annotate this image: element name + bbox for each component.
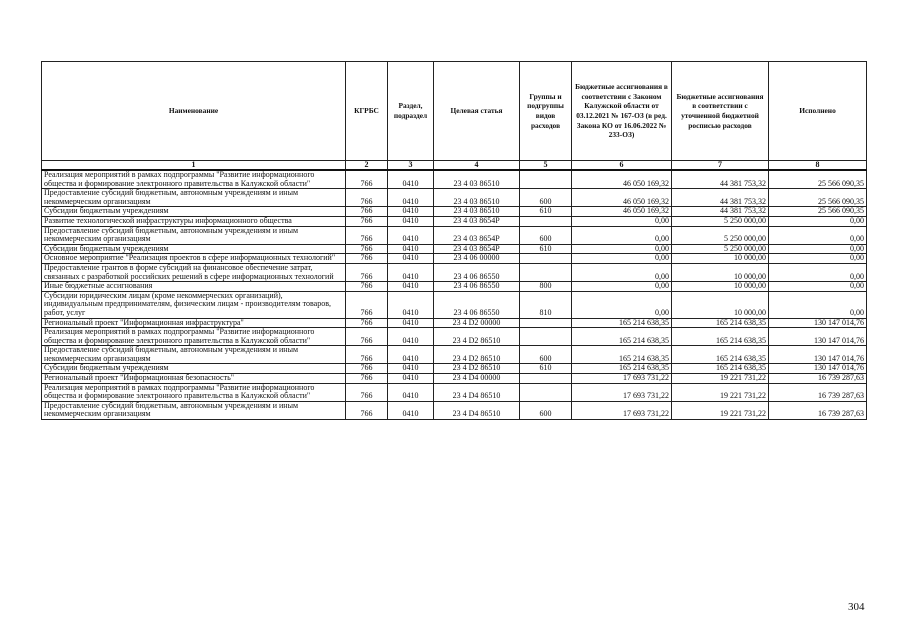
table-row [42, 383, 867, 401]
row-name: Развитие технологической инфраструктуры информационного общества [42, 216, 346, 226]
row-refined-amount: 165 214 638,35 [672, 346, 769, 364]
row-refined-amount: 165 214 638,35 [672, 318, 769, 328]
row-law-amount: 0,00 [572, 282, 672, 292]
column-number: 7 [672, 161, 769, 171]
row-kgrbs: 766 [346, 291, 388, 318]
row-executed-amount: 0,00 [769, 291, 867, 318]
row-law-amount: 17 693 731,22 [572, 383, 672, 401]
row-law-amount: 165 214 638,35 [572, 318, 672, 328]
row-article: 23 4 06 86550 [434, 282, 520, 292]
row-name: Предоставление субсидий бюджетным, автономным учреждениям и иным некоммерческим организациям [42, 226, 346, 244]
header-row [42, 62, 867, 161]
row-executed-amount: 0,00 [769, 216, 867, 226]
row-law-amount: 0,00 [572, 244, 672, 254]
row-refined-amount: 165 214 638,35 [672, 328, 769, 346]
row-executed-amount: 0,00 [769, 282, 867, 292]
row-group [520, 254, 572, 264]
row-kgrbs: 766 [346, 189, 388, 207]
row-law-amount: 17 693 731,22 [572, 401, 672, 419]
row-article: 23 4 03 8654P [434, 226, 520, 244]
row-refined-amount: 10 000,00 [672, 282, 769, 292]
header-refined: Бюджетные ассигнования в соответствии с уточненной бюджетной росписью расходов [672, 62, 769, 161]
row-kgrbs: 766 [346, 226, 388, 244]
row-article: 23 4 D2 86510 [434, 328, 520, 346]
row-group [520, 263, 572, 281]
header-executed: Исполнено [769, 62, 867, 161]
row-law-amount: 17 693 731,22 [572, 374, 672, 384]
row-law-amount: 46 050 169,32 [572, 189, 672, 207]
row-kgrbs: 766 [346, 254, 388, 264]
row-refined-amount: 10 000,00 [672, 263, 769, 281]
row-executed-amount: 130 147 014,76 [769, 346, 867, 364]
row-law-amount: 46 050 169,32 [572, 207, 672, 217]
row-group [520, 170, 572, 189]
row-article: 23 4 06 86550 [434, 263, 520, 281]
row-refined-amount: 5 250 000,00 [672, 216, 769, 226]
row-group: 600 [520, 189, 572, 207]
row-group: 800 [520, 282, 572, 292]
row-group: 610 [520, 244, 572, 254]
row-executed-amount: 0,00 [769, 254, 867, 264]
table-row [42, 189, 867, 207]
row-kgrbs: 766 [346, 216, 388, 226]
column-number-row [42, 161, 867, 171]
row-article: 23 4 03 86510 [434, 207, 520, 217]
row-razdel: 0410 [388, 226, 434, 244]
row-kgrbs: 766 [346, 401, 388, 419]
header-kgrbs: КГРБС [346, 62, 388, 161]
table-row [42, 226, 867, 244]
row-article: 23 4 D4 00000 [434, 374, 520, 384]
table-row [42, 244, 867, 254]
table-row [42, 170, 867, 189]
table-row [42, 401, 867, 419]
row-name: Субсидии юридическим лицам (кроме некоммерческих организаций), индивидуальным предпринимателям, физическим лицам - производителям товаров, работ, услуг [42, 291, 346, 318]
row-law-amount: 0,00 [572, 254, 672, 264]
row-name: Основное мероприятие "Реализация проектов в сфере информационных технологий" [42, 254, 346, 264]
row-razdel: 0410 [388, 374, 434, 384]
row-article: 23 4 D2 86510 [434, 364, 520, 374]
row-group: 610 [520, 207, 572, 217]
row-kgrbs: 766 [346, 346, 388, 364]
row-razdel: 0410 [388, 216, 434, 226]
column-number: 2 [346, 161, 388, 171]
row-group: 610 [520, 364, 572, 374]
row-law-amount: 165 214 638,35 [572, 364, 672, 374]
row-name: Реализация мероприятий в рамках подпрограммы "Развитие информационного общества и формирование электронного правительства в Калужской области" [42, 170, 346, 189]
row-razdel: 0410 [388, 401, 434, 419]
table-row [42, 364, 867, 374]
row-name: Предоставление субсидий бюджетным, автономным учреждениям и иным некоммерческим организациям [42, 401, 346, 419]
table-row [42, 346, 867, 364]
row-refined-amount: 5 250 000,00 [672, 226, 769, 244]
row-executed-amount: 16 739 287,63 [769, 383, 867, 401]
table-row [42, 318, 867, 328]
row-executed-amount: 25 566 090,35 [769, 170, 867, 189]
row-name: Реализация мероприятий в рамках подпрограммы "Развитие информационного общества и формирование электронного правительства в Калужской области" [42, 328, 346, 346]
row-article: 23 4 D4 86510 [434, 401, 520, 419]
row-razdel: 0410 [388, 254, 434, 264]
row-refined-amount: 19 221 731,22 [672, 401, 769, 419]
row-razdel: 0410 [388, 207, 434, 217]
header-razdel: Раздел, подраздел [388, 62, 434, 161]
table-row [42, 263, 867, 281]
row-article: 23 4 06 86550 [434, 291, 520, 318]
row-kgrbs: 766 [346, 170, 388, 189]
row-refined-amount: 44 381 753,32 [672, 189, 769, 207]
row-kgrbs: 766 [346, 374, 388, 384]
row-article: 23 4 03 8654P [434, 216, 520, 226]
row-refined-amount: 5 250 000,00 [672, 244, 769, 254]
row-group [520, 328, 572, 346]
header-group: Группы и подгруппы видов расходов [520, 62, 572, 161]
row-razdel: 0410 [388, 170, 434, 189]
row-razdel: 0410 [388, 189, 434, 207]
row-razdel: 0410 [388, 318, 434, 328]
row-group: 810 [520, 291, 572, 318]
row-law-amount: 46 050 169,32 [572, 170, 672, 189]
row-group [520, 216, 572, 226]
row-razdel: 0410 [388, 291, 434, 318]
row-group: 600 [520, 346, 572, 364]
row-razdel: 0410 [388, 383, 434, 401]
header-law: Бюджетные ассигнования в соответствии с Законом Калужской области от 03.12.2021 № 167-ОЗ (в ред. Закона КО от 16.06.2022 № 233-ОЗ) [572, 62, 672, 161]
row-group [520, 383, 572, 401]
row-refined-amount: 165 214 638,35 [672, 364, 769, 374]
row-article: 23 4 03 8654P [434, 244, 520, 254]
row-name: Региональный проект "Информационная инфраструктура" [42, 318, 346, 328]
row-kgrbs: 766 [346, 244, 388, 254]
row-executed-amount: 0,00 [769, 226, 867, 244]
row-name: Субсидии бюджетным учреждениям [42, 364, 346, 374]
column-number: 6 [572, 161, 672, 171]
row-law-amount: 0,00 [572, 226, 672, 244]
row-name: Реализация мероприятий в рамках подпрограммы "Развитие информационного общества и формирование электронного правительства в Калужской области" [42, 383, 346, 401]
row-name: Субсидии бюджетным учреждениям [42, 244, 346, 254]
row-article: 23 4 03 86510 [434, 170, 520, 189]
row-kgrbs: 766 [346, 383, 388, 401]
header-article: Целевая статья [434, 62, 520, 161]
row-group: 600 [520, 401, 572, 419]
row-razdel: 0410 [388, 364, 434, 374]
row-refined-amount: 10 000,00 [672, 291, 769, 318]
row-law-amount: 165 214 638,35 [572, 328, 672, 346]
row-refined-amount: 44 381 753,32 [672, 170, 769, 189]
row-kgrbs: 766 [346, 207, 388, 217]
row-executed-amount: 130 147 014,76 [769, 364, 867, 374]
column-number: 3 [388, 161, 434, 171]
row-article: 23 4 D2 00000 [434, 318, 520, 328]
column-number: 4 [434, 161, 520, 171]
row-executed-amount: 16 739 287,63 [769, 374, 867, 384]
row-article: 23 4 03 86510 [434, 189, 520, 207]
row-executed-amount: 0,00 [769, 263, 867, 281]
row-executed-amount: 0,00 [769, 244, 867, 254]
column-number: 5 [520, 161, 572, 171]
row-law-amount: 0,00 [572, 263, 672, 281]
table-row [42, 216, 867, 226]
row-refined-amount: 44 381 753,32 [672, 207, 769, 217]
table-row [42, 254, 867, 264]
row-executed-amount: 16 739 287,63 [769, 401, 867, 419]
row-razdel: 0410 [388, 263, 434, 281]
row-executed-amount: 25 566 090,35 [769, 189, 867, 207]
row-razdel: 0410 [388, 346, 434, 364]
row-name: Предоставление субсидий бюджетным, автономным учреждениям и иным некоммерческим организациям [42, 189, 346, 207]
row-kgrbs: 766 [346, 282, 388, 292]
row-law-amount: 0,00 [572, 291, 672, 318]
budget-table [41, 61, 867, 420]
row-executed-amount: 130 147 014,76 [769, 328, 867, 346]
row-article: 23 4 D2 86510 [434, 346, 520, 364]
table-row [42, 207, 867, 217]
row-kgrbs: 766 [346, 263, 388, 281]
row-kgrbs: 766 [346, 364, 388, 374]
row-razdel: 0410 [388, 328, 434, 346]
header-name: Наименование [42, 62, 346, 161]
column-number: 1 [42, 161, 346, 171]
row-group [520, 318, 572, 328]
row-name: Предоставление субсидий бюджетным, автономным учреждениям и иным некоммерческим организациям [42, 346, 346, 364]
row-refined-amount: 19 221 731,22 [672, 374, 769, 384]
row-group: 600 [520, 226, 572, 244]
row-name: Предоставление грантов в форме субсидий на финансовое обеспечение затрат, связанных с разработкой российских решений в сфере информационных технологий [42, 263, 346, 281]
row-name: Региональный проект "Информационная безопасность" [42, 374, 346, 384]
row-kgrbs: 766 [346, 318, 388, 328]
row-group [520, 374, 572, 384]
row-refined-amount: 10 000,00 [672, 254, 769, 264]
row-article: 23 4 D4 86510 [434, 383, 520, 401]
table-body [42, 170, 867, 420]
row-name: Иные бюджетные ассигнования [42, 282, 346, 292]
table-row [42, 374, 867, 384]
table-row [42, 282, 867, 292]
row-article: 23 4 06 00000 [434, 254, 520, 264]
row-executed-amount: 130 147 014,76 [769, 318, 867, 328]
table-row [42, 328, 867, 346]
row-razdel: 0410 [388, 282, 434, 292]
row-razdel: 0410 [388, 244, 434, 254]
column-number: 8 [769, 161, 867, 171]
row-law-amount: 165 214 638,35 [572, 346, 672, 364]
row-law-amount: 0,00 [572, 216, 672, 226]
row-kgrbs: 766 [346, 328, 388, 346]
row-name: Субсидии бюджетным учреждениям [42, 207, 346, 217]
row-refined-amount: 19 221 731,22 [672, 383, 769, 401]
table-row [42, 291, 867, 318]
page-number: 304 [848, 601, 865, 613]
row-executed-amount: 25 566 090,35 [769, 207, 867, 217]
